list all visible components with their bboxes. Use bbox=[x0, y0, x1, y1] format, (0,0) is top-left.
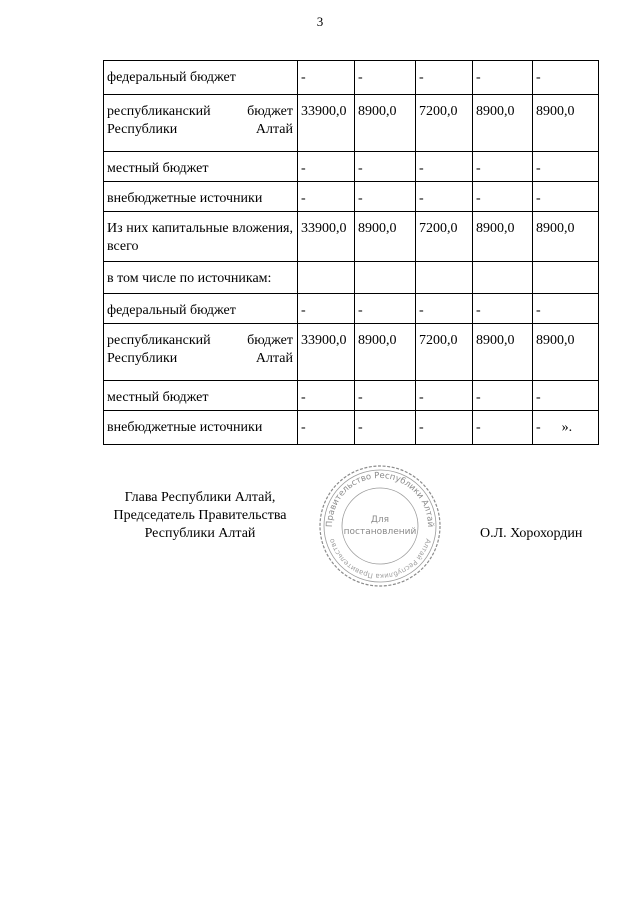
row-value: - bbox=[298, 182, 355, 212]
row-value: - bbox=[298, 381, 355, 411]
table-row bbox=[104, 262, 599, 294]
row-value: - bbox=[473, 381, 533, 411]
row-value: - bbox=[298, 411, 355, 445]
row-value bbox=[355, 262, 416, 294]
table-row bbox=[104, 324, 599, 381]
signature-title bbox=[100, 489, 300, 543]
row-value: - bbox=[355, 152, 416, 182]
official-stamp bbox=[318, 464, 442, 588]
stamp-ring-text-lower: Алтай Республика Правительство bbox=[327, 537, 433, 581]
row-value: - bbox=[473, 411, 533, 445]
budget-table-body bbox=[104, 61, 599, 445]
signer-name: О.Л. Хорохордин bbox=[480, 526, 583, 541]
row-label: Из них капитальные вложения, всего bbox=[104, 212, 298, 262]
stamp-center-line1: Для bbox=[370, 515, 390, 525]
row-value: - bbox=[355, 61, 416, 95]
row-value bbox=[416, 262, 473, 294]
row-value: - bbox=[416, 381, 473, 411]
row-value: - bbox=[298, 152, 355, 182]
row-value: 8900,0 bbox=[533, 95, 599, 152]
row-value bbox=[298, 262, 355, 294]
row-value: 8900,0 bbox=[533, 324, 599, 381]
row-label: внебюджетные источники bbox=[104, 411, 298, 445]
row-value: - bbox=[416, 152, 473, 182]
table-row bbox=[104, 61, 599, 95]
page-number: 3 bbox=[316, 14, 324, 29]
row-value: 33900,0 bbox=[298, 95, 355, 152]
row-value: 8900,0 bbox=[355, 324, 416, 381]
row-value: 7200,0 bbox=[416, 212, 473, 262]
row-label: местный бюджет bbox=[104, 381, 298, 411]
row-value: 33900,0 bbox=[298, 324, 355, 381]
signature-title-line: Глава Республики Алтай, bbox=[124, 490, 276, 505]
row-label: федеральный бюджет bbox=[104, 61, 298, 95]
budget-table bbox=[103, 60, 599, 445]
row-value: - bbox=[416, 61, 473, 95]
table-row bbox=[104, 212, 599, 262]
row-label: внебюджетные источники bbox=[104, 182, 298, 212]
row-label: федеральный бюджет bbox=[104, 294, 298, 324]
row-value bbox=[533, 262, 599, 294]
row-value: - bbox=[473, 152, 533, 182]
row-value: 7200,0 bbox=[416, 324, 473, 381]
row-value: - bbox=[533, 182, 599, 212]
row-value: 8900,0 bbox=[355, 95, 416, 152]
row-value: - bbox=[298, 61, 355, 95]
svg-text:Алтай Республика Правительство bbox=[328, 538, 432, 580]
row-value: 33900,0 bbox=[298, 212, 355, 262]
row-value: - bbox=[533, 294, 599, 324]
row-value: - bbox=[355, 411, 416, 445]
stamp-center-line2: постановлений bbox=[343, 527, 417, 537]
row-value: 8900,0 bbox=[473, 95, 533, 152]
table-row bbox=[104, 294, 599, 324]
table-row bbox=[104, 182, 599, 212]
table-row bbox=[104, 411, 599, 445]
row-value: - bbox=[355, 294, 416, 324]
row-value: - bbox=[416, 411, 473, 445]
signature-title-line: Республики Алтай bbox=[144, 526, 256, 541]
table-row bbox=[104, 152, 599, 182]
row-label: в том числе по источникам: bbox=[104, 262, 298, 294]
row-value: - bbox=[533, 381, 599, 411]
row-value: - bbox=[416, 182, 473, 212]
row-value: - bbox=[416, 294, 473, 324]
row-value: 8900,0 bbox=[355, 212, 416, 262]
row-value: - bbox=[533, 61, 599, 95]
row-value: - bbox=[355, 182, 416, 212]
row-label: республиканский бюджет Республики Алтай bbox=[104, 324, 298, 381]
row-value: 7200,0 bbox=[416, 95, 473, 152]
row-label: республиканский бюджет Республики Алтай bbox=[104, 95, 298, 152]
row-value: - bbox=[298, 294, 355, 324]
row-value: - bbox=[473, 294, 533, 324]
row-value: - bbox=[473, 61, 533, 95]
row-value: 8900,0 bbox=[473, 212, 533, 262]
row-value: 8900,0 bbox=[533, 212, 599, 262]
row-value bbox=[473, 262, 533, 294]
table-row bbox=[104, 95, 599, 152]
signature-title-line: Председатель Правительства bbox=[113, 508, 287, 523]
row-value: - bbox=[473, 182, 533, 212]
stamp-ring-text: Правительство Республики Алтай bbox=[324, 470, 436, 528]
table-row bbox=[104, 381, 599, 411]
row-value: - bbox=[533, 152, 599, 182]
row-value: - bbox=[355, 381, 416, 411]
row-value: - ». bbox=[533, 411, 599, 445]
row-label: местный бюджет bbox=[104, 152, 298, 182]
row-value: 8900,0 bbox=[473, 324, 533, 381]
